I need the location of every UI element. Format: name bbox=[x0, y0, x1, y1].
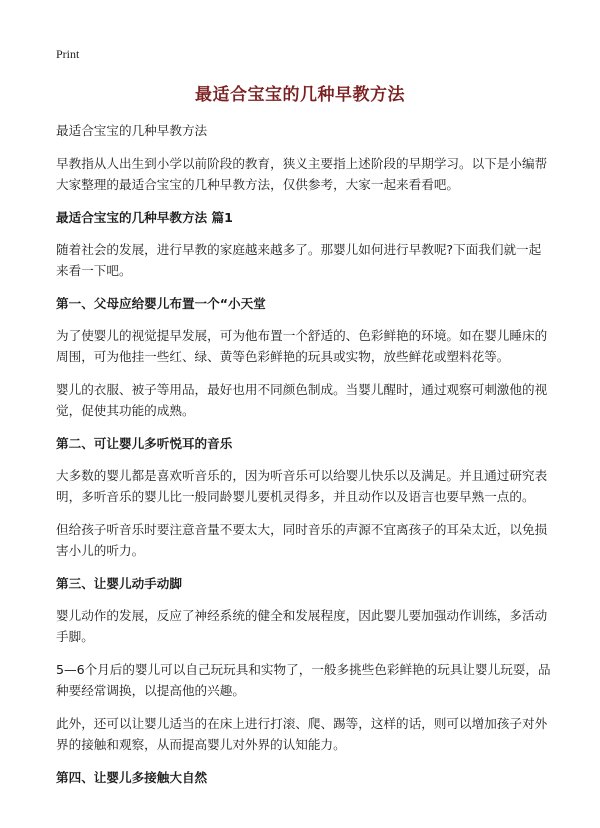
section-heading: 最适合宝宝的几种早教方法 篇1 bbox=[56, 210, 233, 225]
point-1-paragraph-1: 为了使婴儿的视觉提早发展，可为他布置一个舒适的、色彩鲜艳的环境。如在婴儿睡床的周围，可为他挂一些红、绿、黄等色彩鲜艳的玩具或实物，放些鲜花或塑料花等。 bbox=[56, 328, 548, 364]
article-body bbox=[56, 120, 552, 799]
article-intro: 早教指从人出生到小学以前阶段的教育，狭义主要指上述阶段的早期学习。以下是小编帮大家整理的最适合宝宝的几种早教方法，仅供参考，大家一起来看看吧。 bbox=[56, 156, 548, 192]
point-2-heading: 第二、可让婴儿多听悦耳的音乐 bbox=[56, 436, 233, 451]
article-subtitle: 最适合宝宝的几种早教方法 bbox=[56, 123, 208, 138]
section-intro: 随着社会的发展，进行早教的家庭越来越多了。那婴儿如何进行早教呢?下面我们就一起来看一下吧。 bbox=[56, 242, 542, 278]
point-2-paragraph-2: 但给孩子听音乐时要注意音量不要太大，同时音乐的声源不宜离孩子的耳朵太近，以免损害小儿的听力。 bbox=[56, 522, 548, 558]
point-3-paragraph-3: 此外，还可以让婴儿适当的在床上进行打滚、爬、踢等，这样的话，则可以增加孩子对外界的接触和观察，从而提高婴儿对外界的认知能力。 bbox=[56, 716, 548, 752]
print-link[interactable]: Print bbox=[56, 47, 80, 61]
point-3-paragraph-1: 婴儿动作的发展，反应了神经系统的健全和发展程度，因此婴儿要加强动作训练，多活动手脚。 bbox=[56, 608, 548, 644]
point-1-paragraph-2: 婴儿的衣服、被子等用品，最好也用不同颜色制成。当婴儿醒时，通过观察可刺激他的视觉，促使其功能的成熟。 bbox=[56, 382, 548, 418]
point-3-heading: 第三、让婴儿动手动脚 bbox=[56, 576, 182, 591]
point-4-heading: 第四、让婴儿多接触大自然 bbox=[56, 770, 208, 785]
point-3-paragraph-2: 5—6个月后的婴儿可以自己玩玩具和实物了，一般多挑些色彩鲜艳的玩具让婴儿玩耍，品种要经常调换，以提高他的兴趣。 bbox=[56, 662, 551, 698]
point-2-paragraph-1: 大多数的婴儿都是喜欢听音乐的，因为听音乐可以给婴儿快乐以及满足。并且通过研究表明，多听音乐的婴儿比一般同龄婴儿要机灵得多，并且动作以及语言也要早熟一点的。 bbox=[56, 468, 548, 504]
page-title: 最适合宝宝的几种早教方法 bbox=[195, 85, 405, 105]
point-1-heading: 第一、父母应给婴儿布置一个“小天堂 bbox=[56, 296, 266, 311]
